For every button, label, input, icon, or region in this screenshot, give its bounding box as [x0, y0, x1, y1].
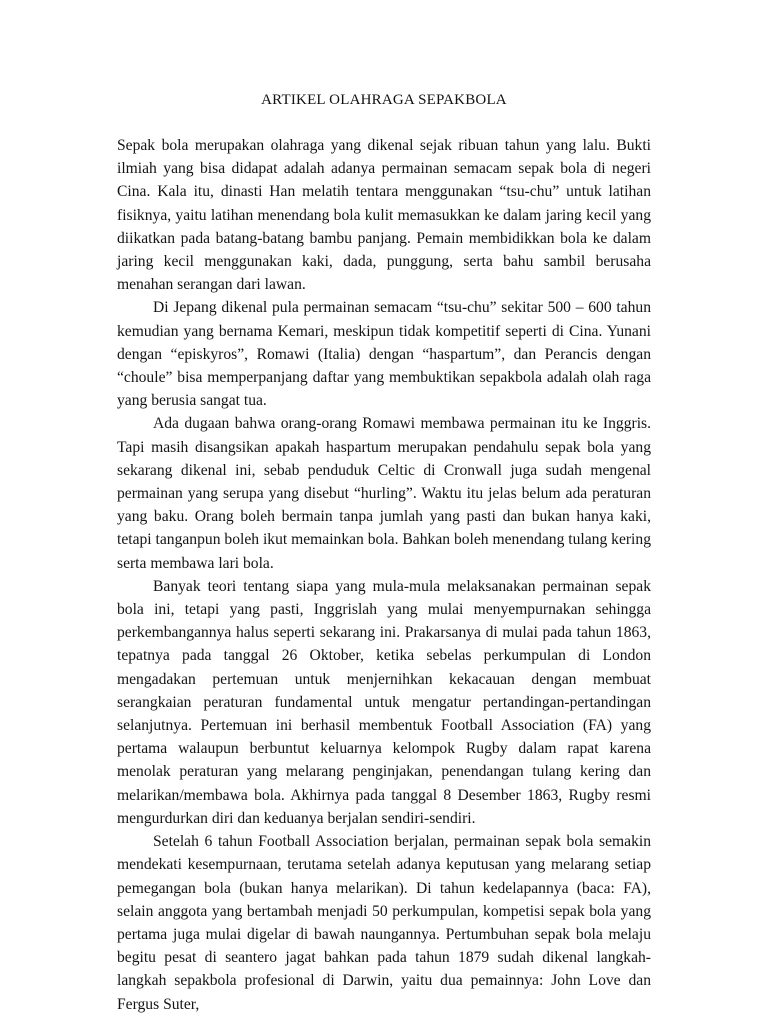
article-title: ARTIKEL OLAHRAGA SEPAKBOLA	[261, 92, 507, 108]
article-body	[117, 134, 651, 1016]
paragraph-1: Sepak bola merupakan olahraga yang dikenal sejak ribuan tahun yang lalu. Bukti ilmiah yang bisa didapat adalah adanya permainan semacam sepak bola di negeri Cina. Kala itu, dinasti Han melatih tentara menggunakan “tsu-chu” untuk latihan fisiknya, yaitu latihan menendang bola kulit memasukkan ke dalam jaring kecil yang diikatkan pada batang-batang bambu panjang. Pemain membidikkan bola ke dalam jaring kecil menggunakan kaki, dada, punggung, serta bahu sambil berusaha menahan serangan dari lawan.	[117, 137, 651, 294]
paragraph-3: Ada dugaan bahwa orang-orang Romawi membawa permainan itu ke Inggris. Tapi masih disangsikan apakah haspartum merupakan pendahulu sepak bola yang sekarang dikenal ini, sebab penduduk Celtic di Cronwall juga sudah mengenal permainan yang serupa yang disebut “hurling”. Waktu itu jelas belum ada peraturan yang baku. Orang boleh bermain tanpa jumlah yang pasti dan bukan hanya kaki, tetapi tanganpun boleh ikut memainkan bola. Bahkan boleh menendang tulang kering serta membawa lari bola.	[117, 415, 651, 572]
paragraph-4: Banyak teori tentang siapa yang mula-mula melaksanakan permainan sepak bola ini, tetapi yang pasti, Inggrislah yang mulai menyempurnakan sehingga perkembangannya halus seperti sekarang ini. Prakarsanya di mulai pada tahun 1863, tepatnya pada tanggal 26 Oktober, ketika sebelas perkumpulan di London mengadakan pertemuan untuk menjernihkan kekacauan dengan membuat serangkaian peraturan fundamental untuk mengatur pertandingan-pertandingan selanjutnya. Pertemuan ini berhasil membentuk Football Association (FA) yang pertama walaupun berbuntut keluarnya kelompok Rugby dalam rapat karena menolak peraturan yang melarang penginjakan, penendangan tulang kering dan melarikan/membawa bola. Akhirnya pada tanggal 8 Desember 1863, Rugby resmi mengurdurkan diri dan keduanya berjalan sendiri-sendiri.	[117, 577, 651, 827]
paragraph-2: Di Jepang dikenal pula permainan semacam “tsu-chu” sekitar 500 – 600 tahun kemudian yang bernama Kemari, meskipun tidak kompetitif seperti di Cina. Yunani dengan “episkyros”, Romawi (Italia) dengan “haspartum”, dan Perancis dengan “choule” bisa memperpanjang daftar yang membuktikan sepakbola adalah olah raga yang berusia sangat tua.	[117, 299, 651, 410]
paragraph-5: Setelah 6 tahun Football Association berjalan, permainan sepak bola semakin mendekati kesempurnaan, terutama setelah adanya keputusan yang melarang setiap pemegangan bola (bukan hanya melarikan). Di tahun kedelapannya (baca: FA), selain anggota yang bertambah menjadi 50 perkumpulan, kompetisi sepak bola yang pertama juga mulai digelar di bawah naungannya. Pertumbuhan sepak bola melaju begitu pesat di seantero jagat bahkan pada tahun 1879 sudah dikenal langkah-langkah sepakbola profesional di Darwin, yaitu dua pemainnya: John Love dan Fergus Suter,	[117, 833, 651, 1013]
